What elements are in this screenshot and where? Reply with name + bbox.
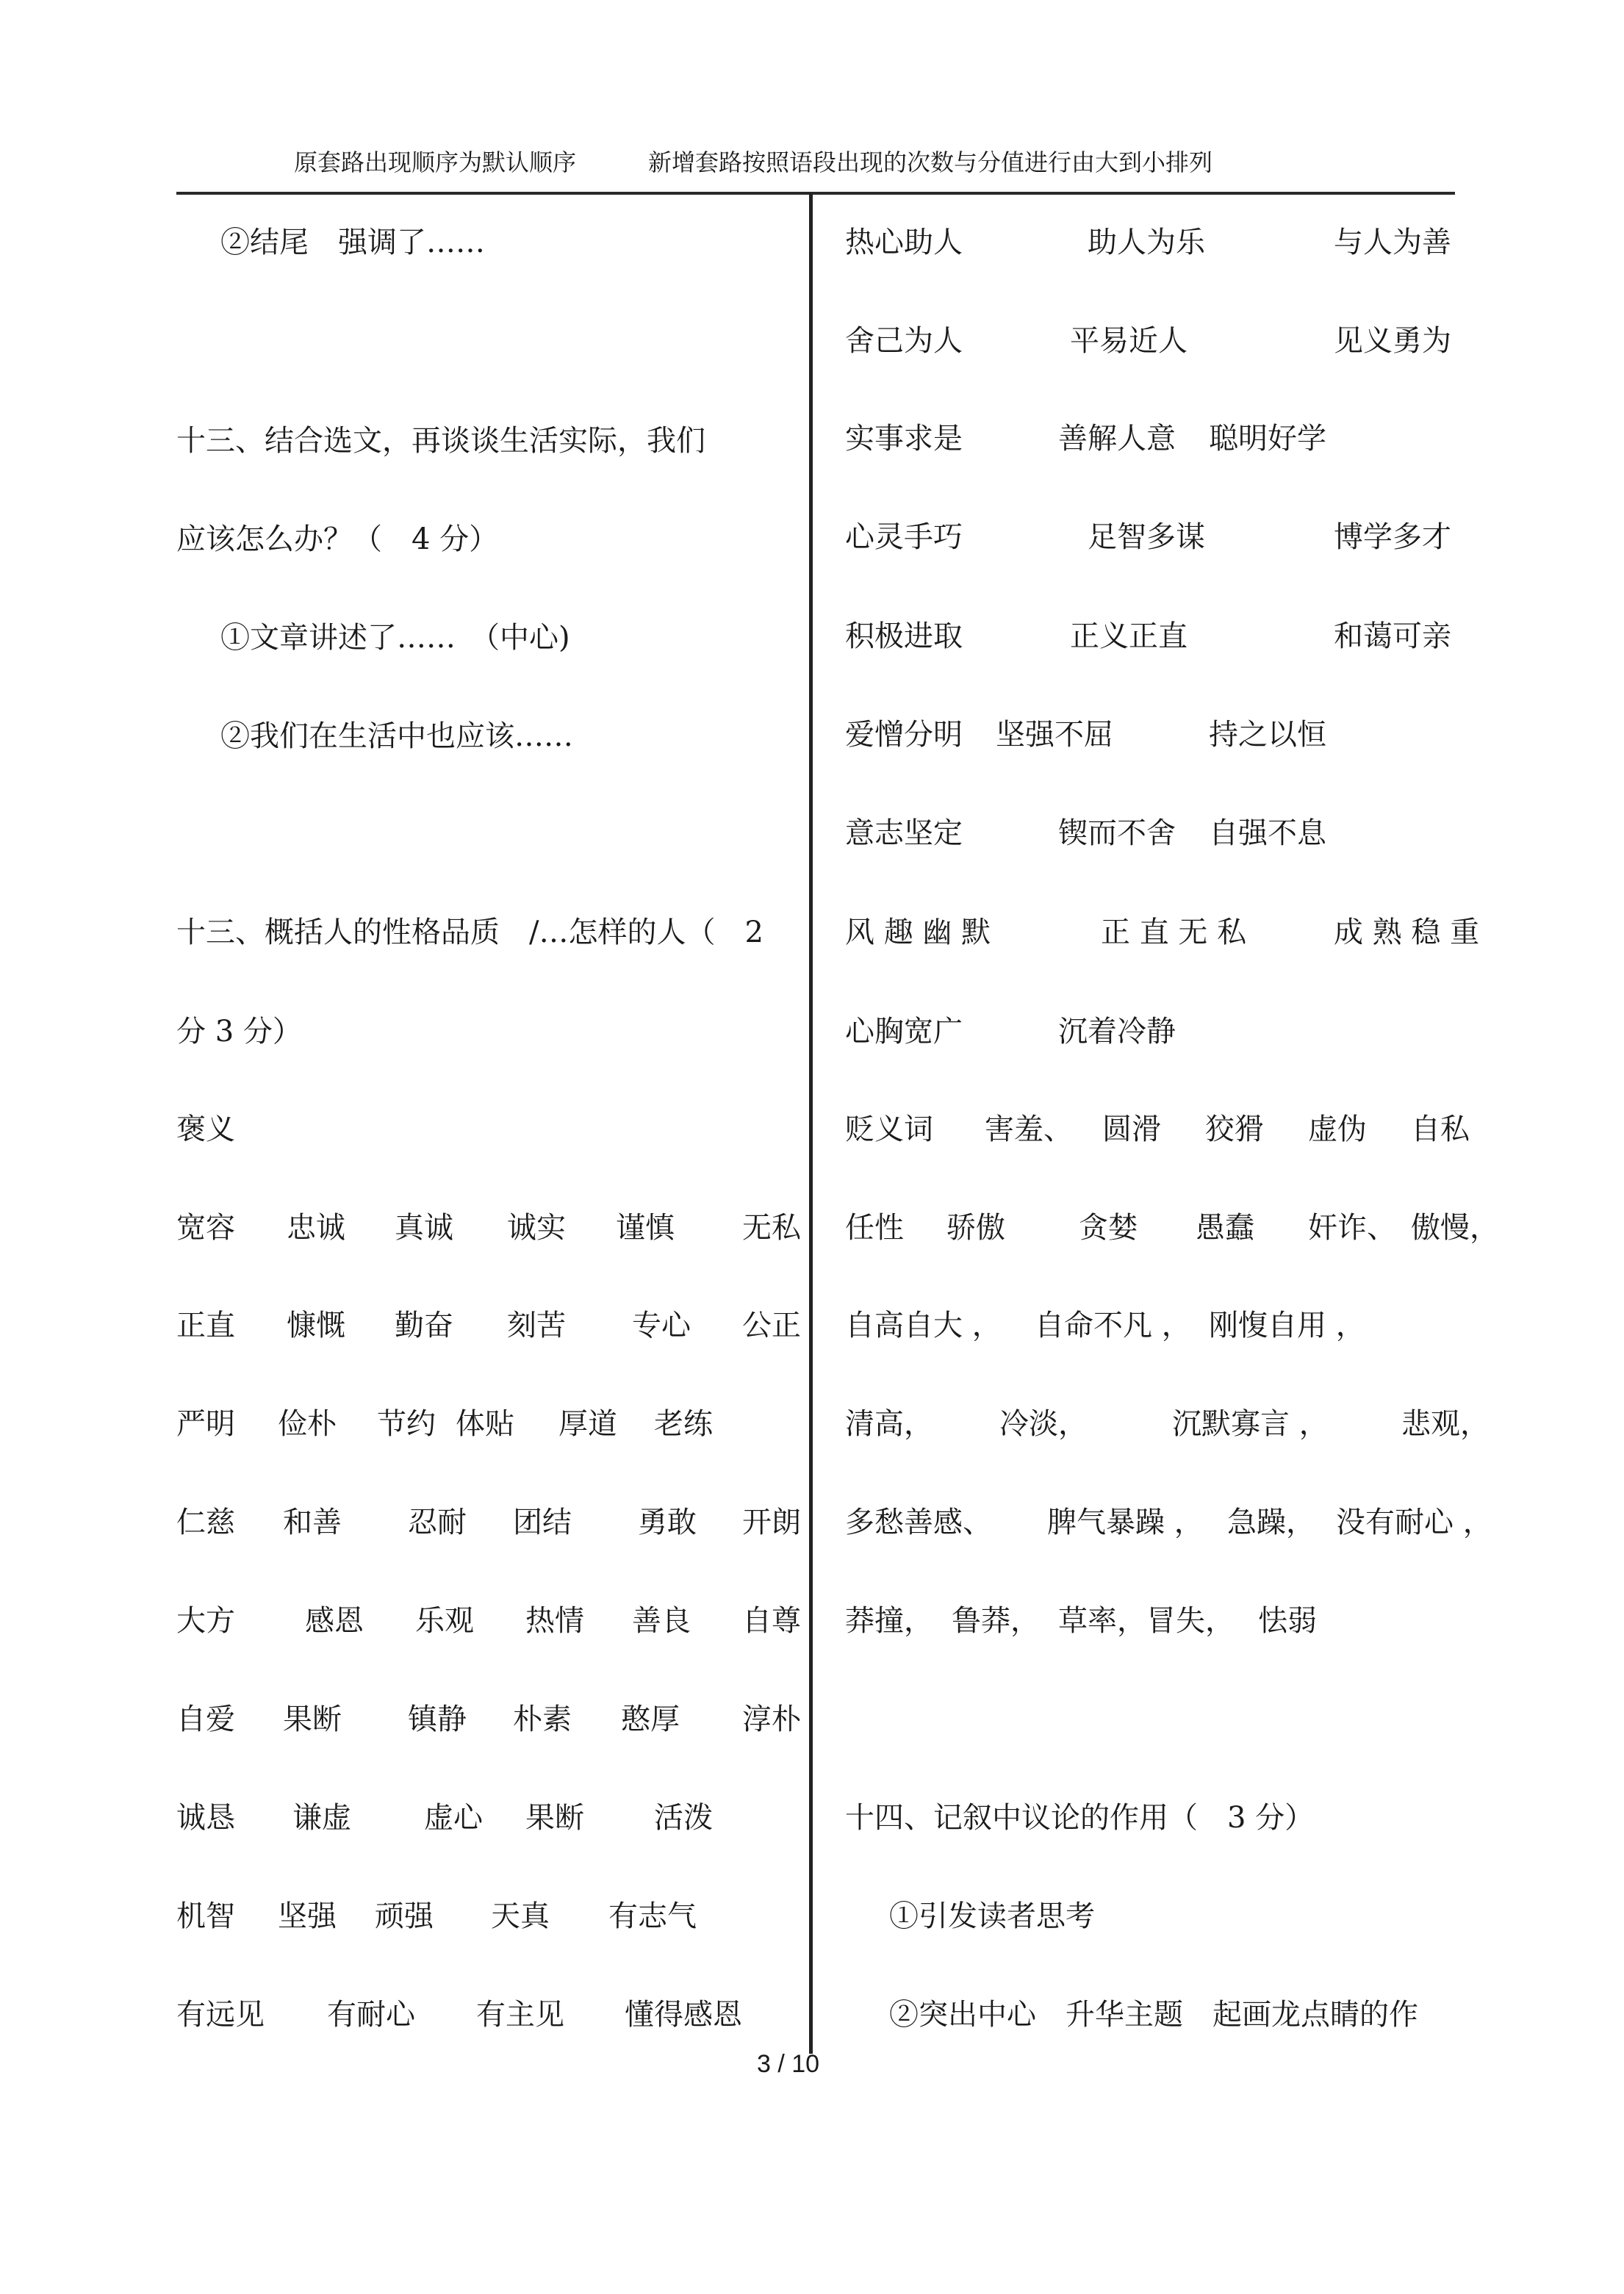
trait-word: 傲慢， xyxy=(1411,1211,1499,1245)
phrase: 持之以恒 xyxy=(1209,718,1326,752)
trait-word: 热情 xyxy=(525,1604,584,1638)
trait-word: 和善 xyxy=(283,1506,342,1539)
trait-word: 沉默寡言 ， xyxy=(1172,1407,1329,1441)
phrase: 见义勇为 xyxy=(1334,324,1451,358)
trait-word: 虚伪 xyxy=(1308,1112,1367,1146)
header-left-text: 原套路出现顺序为默认顺序 xyxy=(294,148,577,176)
trait-word: 鲁莽， xyxy=(952,1604,1040,1638)
phrase: 博学多才 xyxy=(1334,520,1451,554)
trait-word: 任性 xyxy=(845,1211,904,1245)
phrase: 平易近人 xyxy=(1070,324,1188,358)
trait-word: 冷淡， xyxy=(999,1407,1088,1441)
trait-word: 自尊 xyxy=(742,1604,801,1638)
trait-word: 有远见 xyxy=(176,1998,265,2032)
phrase: 正义正直 xyxy=(1070,619,1188,653)
phrase: 心灵手巧 xyxy=(845,520,963,554)
trait-word: 圆滑 xyxy=(1102,1112,1161,1146)
trait-word: 谨慎 xyxy=(616,1211,675,1245)
q14-point-1: ①引发读者思考 xyxy=(889,1899,1095,1933)
trait-word: 果断 xyxy=(283,1702,342,1736)
trait-word: 无私 xyxy=(742,1211,801,1245)
trait-word: 骄傲 xyxy=(946,1211,1005,1245)
trait-word: 感恩 xyxy=(305,1604,364,1638)
trait-word: 诚恳 xyxy=(176,1801,235,1835)
trait-word: 多愁善感、 xyxy=(845,1506,992,1539)
trait-word: 憨厚 xyxy=(621,1702,680,1736)
trait-word: 怯弱 xyxy=(1258,1604,1317,1638)
trait-word: 老练 xyxy=(654,1407,713,1441)
trait-word: 宽容 xyxy=(176,1211,235,1245)
trait-word: 自爱 xyxy=(176,1702,235,1736)
trait-word: 有志气 xyxy=(608,1899,697,1933)
trait-word: 有耐心 xyxy=(327,1998,415,2032)
column-divider xyxy=(809,193,813,2054)
trait-word: 狡猾 xyxy=(1205,1112,1264,1146)
phrase: 意志坚定 xyxy=(845,816,963,850)
q13a-point-2: ②我们在生活中也应该…… xyxy=(220,719,573,753)
trait-word: 有主见 xyxy=(476,1998,564,2032)
phrase: 与人为善 xyxy=(1334,226,1451,259)
trait-word: 忍耐 xyxy=(408,1506,467,1539)
trait-word: 大方 xyxy=(176,1604,235,1638)
trait-word: 自私 xyxy=(1411,1112,1470,1146)
q13b-title-line2: 分 3 分） xyxy=(176,1015,302,1049)
phrase: 助人为乐 xyxy=(1088,226,1205,259)
trait-word: 团结 xyxy=(513,1506,572,1539)
phrase: 心胸宽广 xyxy=(845,1015,963,1049)
q14-point-2: ②突出中心 升华主题 起画龙点睛的作 xyxy=(889,1998,1418,2032)
trait-word: 仁慈 xyxy=(176,1506,235,1539)
trait-word: 善良 xyxy=(632,1604,691,1638)
trait-word: 慷慨 xyxy=(287,1309,345,1342)
phrase: 实事求是 xyxy=(845,422,963,456)
trait-word: 乐观 xyxy=(415,1604,474,1638)
trait-word: 淳朴 xyxy=(742,1702,801,1736)
phrase: 风 趣 幽 默 xyxy=(845,916,991,949)
trait-word: 清高， xyxy=(845,1407,933,1441)
negative-label: 贬义词 xyxy=(845,1112,933,1146)
q13a-point-1: ①文章讲述了…… （中心) xyxy=(220,621,570,655)
phrase: 热心助人 xyxy=(845,226,963,259)
trait-word: 虚心 xyxy=(424,1801,483,1835)
phrase: 善解人意 xyxy=(1058,422,1176,456)
trait-word: 草率，冒失， xyxy=(1058,1604,1235,1638)
trait-word: 愚蠢 xyxy=(1196,1211,1254,1245)
trait-word: 真诚 xyxy=(395,1211,453,1245)
trait-word: 坚强 xyxy=(278,1899,337,1933)
trait-word: 朴素 xyxy=(513,1702,572,1736)
trait-word: 刻苦 xyxy=(507,1309,566,1342)
trait-word: 自高自大 ， xyxy=(845,1309,1002,1342)
phrase: 聪明好学 xyxy=(1209,422,1326,456)
trait-word: 谦虚 xyxy=(292,1801,351,1835)
trait-word: 严明 xyxy=(176,1407,235,1441)
phrase: 锲而不舍 xyxy=(1058,816,1176,850)
phrase: 足智多谋 xyxy=(1088,520,1205,554)
trait-word: 懂得感恩 xyxy=(625,1998,742,2032)
trait-word: 贪婪 xyxy=(1079,1211,1138,1245)
trait-word: 果断 xyxy=(525,1801,584,1835)
trait-word: 勤奋 xyxy=(395,1309,453,1342)
phrase: 爱憎分明 xyxy=(845,718,963,752)
trait-word: 活泼 xyxy=(654,1801,713,1835)
trait-word: 正直 xyxy=(176,1309,235,1342)
trait-word: 镇静 xyxy=(408,1702,467,1736)
trait-word: 脾气暴躁 ， xyxy=(1047,1506,1204,1539)
phrase: 和蔼可亲 xyxy=(1334,619,1451,653)
trait-word: 节约 xyxy=(377,1407,436,1441)
ending-point: ②结尾 强调了…… xyxy=(220,226,485,259)
trait-word: 天真 xyxy=(491,1899,550,1933)
trait-word: 害羞、 xyxy=(985,1112,1073,1146)
phrase: 自强不息 xyxy=(1209,816,1326,850)
q14-title: 十四、记叙中议论的作用（ 3 分） xyxy=(845,1801,1315,1835)
trait-word: 没有耐心 ， xyxy=(1336,1506,1492,1539)
header-right-text: 新增套路按照语段出现的次数与分值进行由大到小排列 xyxy=(648,148,1213,176)
page-number: 3 / 10 xyxy=(757,2050,820,2078)
header-rule xyxy=(176,192,1455,195)
phrase: 成 熟 稳 重 xyxy=(1334,916,1480,949)
trait-word: 莽撞， xyxy=(845,1604,933,1638)
trait-word: 机智 xyxy=(176,1899,235,1933)
trait-word: 奸诈、 xyxy=(1308,1211,1396,1245)
trait-word: 顽强 xyxy=(375,1899,434,1933)
trait-word: 公正 xyxy=(742,1309,801,1342)
trait-word: 专心 xyxy=(632,1309,691,1342)
trait-word: 自命不凡 ， xyxy=(1035,1309,1191,1342)
trait-word: 悲观， xyxy=(1401,1407,1490,1441)
trait-word: 刚愎自用 ， xyxy=(1209,1309,1365,1342)
trait-word: 俭朴 xyxy=(278,1407,337,1441)
phrase: 积极进取 xyxy=(845,619,963,653)
positive-label: 褒义 xyxy=(176,1112,235,1146)
phrase: 正 直 无 私 xyxy=(1101,916,1247,949)
trait-word: 勇敢 xyxy=(638,1506,697,1539)
q13b-title-line1: 十三、概括人的性格品质 /…怎样的人（ 2 xyxy=(176,916,764,949)
trait-word: 忠诚 xyxy=(287,1211,345,1245)
q13a-title-line2: 应该怎么办？（ 4 分） xyxy=(176,522,499,556)
phrase: 坚强不屈 xyxy=(996,718,1113,752)
q13a-title-line1: 十三、结合选文，再谈谈生活实际，我们 xyxy=(176,424,705,458)
phrase: 沉着冷静 xyxy=(1058,1015,1176,1049)
phrase: 舍己为人 xyxy=(845,324,963,358)
trait-word: 急躁， xyxy=(1227,1506,1315,1539)
trait-word: 厚道 xyxy=(558,1407,617,1441)
trait-word: 诚实 xyxy=(507,1211,566,1245)
trait-word: 开朗 xyxy=(742,1506,801,1539)
trait-word: 体贴 xyxy=(456,1407,514,1441)
